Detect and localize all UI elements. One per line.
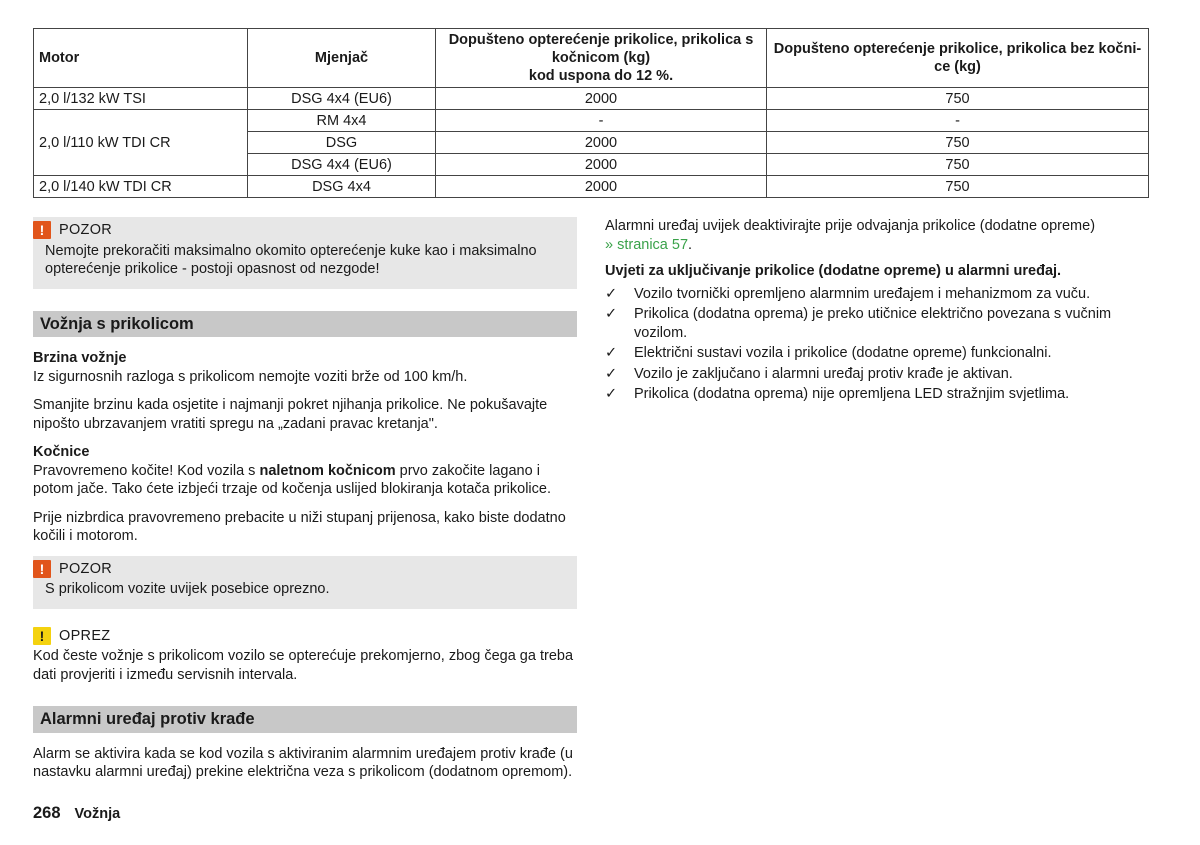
header-gearbox: Mjenjač bbox=[248, 29, 436, 88]
cell-gearbox: DSG bbox=[248, 132, 436, 154]
warning-box bbox=[33, 217, 577, 289]
condition-text: Vozilo je zaključano i alarmni uređaj protiv krađe je aktivan. bbox=[634, 365, 1013, 382]
cell-braked: 2000 bbox=[436, 88, 767, 110]
check-icon: ✓ bbox=[605, 345, 618, 361]
warning-text: Nemojte prekoračiti maksimalno okomito opterećenje kuke kao i maksimalno opterećenje prikolice - postoji opasnost od nezgode! bbox=[45, 242, 537, 277]
header-braked-line: kočnicom (kg) bbox=[551, 50, 651, 66]
paragraph-deactivate bbox=[605, 217, 1150, 254]
brakes-text-b: prvo zakočite lagano i potom jače. Tako ćete izbjeći trzaje od kočenja uslijed blokiranja kotača prikolice. bbox=[33, 462, 551, 497]
cell-unbraked: 750 bbox=[767, 88, 1149, 110]
deactivate-text: Alarmni uređaj uvijek deaktivirajte prije odvajanja prikolice (dodatne opreme) bbox=[605, 218, 1096, 234]
warning-icon: ! bbox=[33, 560, 51, 578]
cell-braked: - bbox=[436, 110, 767, 132]
page-reference-link[interactable]: » stranica 57 bbox=[605, 236, 689, 253]
cell-motor: 2,0 l/140 kW TDI CR bbox=[34, 176, 248, 198]
note-text: Kod česte vožnje s prikolicom vozilo se opterećuje prekomjerno, zbog čega ga treba dati provjeriti i između servisnih intervala. bbox=[33, 648, 574, 683]
header-unbraked bbox=[767, 29, 1149, 88]
warning-box bbox=[33, 556, 577, 609]
header-braked-line: Dopušteno opterećenje prikolice, prikolica s bbox=[448, 32, 754, 48]
right-column bbox=[605, 217, 1150, 406]
table-row bbox=[34, 176, 1149, 198]
list-item bbox=[605, 385, 1150, 404]
cell-motor: 2,0 l/110 kW TDI CR bbox=[34, 110, 248, 176]
list-item bbox=[605, 305, 1150, 342]
table-row bbox=[34, 110, 1149, 132]
subheading-speed: Brzina vožnje bbox=[33, 350, 127, 366]
header-motor: Motor bbox=[34, 29, 248, 88]
table-row bbox=[34, 88, 1149, 110]
check-icon: ✓ bbox=[605, 285, 618, 302]
paragraph-downhill: Prije nizbrdica pravovremeno prebacite u niži stupanj prijenosa, kako biste dodatno kočili i motorom. bbox=[33, 509, 566, 544]
conditions-list bbox=[605, 285, 1150, 404]
check-icon: ✓ bbox=[605, 365, 618, 382]
paragraph-alarm: Alarm se aktivira kada se kod vozila s aktiviranim alarmnim uređajem protiv krađe (u nastavku alarmni uređaj) prekine električna veza s prikolicom (dodatnom opremom). bbox=[33, 745, 573, 780]
list-item bbox=[605, 344, 1150, 363]
cell-unbraked: 750 bbox=[767, 154, 1149, 176]
check-icon: ✓ bbox=[605, 306, 618, 322]
condition-text: Vozilo tvornički opremljeno alarmnim uređajem i mehanizmom za vuču. bbox=[634, 285, 1091, 302]
cell-gearbox: DSG 4x4 (EU6) bbox=[248, 88, 436, 110]
condition-text: Električni sustavi vozila i prikolice (dodatne opreme) funkcionalni. bbox=[634, 345, 1052, 361]
cell-gearbox: DSG 4x4 (EU6) bbox=[248, 154, 436, 176]
cell-gearbox: DSG 4x4 bbox=[248, 176, 436, 198]
caution-icon: ! bbox=[33, 627, 51, 645]
cell-motor: 2,0 l/132 kW TSI bbox=[34, 88, 248, 110]
brakes-text-a: Pravovremeno kočite! Kod vozila s bbox=[33, 462, 260, 479]
warning-title: POZOR bbox=[59, 222, 113, 238]
cell-braked: 2000 bbox=[436, 154, 767, 176]
paragraph-sway: Smanjite brzinu kada osjetite i najmanji pokret njihanja prikolice. Ne pokušavajte nipošto ubrzavanjem vratiti spregu na „zadani pravac kretanja". bbox=[33, 397, 548, 432]
warning-title: POZOR bbox=[59, 560, 113, 577]
header-unbraked-line: ce (kg) bbox=[934, 59, 981, 75]
list-item bbox=[605, 365, 1150, 384]
deactivate-end: . bbox=[688, 236, 693, 253]
chapter-name: Vožnja bbox=[74, 806, 121, 822]
page-number: 268 bbox=[33, 804, 61, 822]
paragraph-speed: Iz sigurnosnih razloga s prikolicom nemojte voziti brže od 100 km/h. bbox=[33, 368, 468, 385]
note-header bbox=[33, 627, 577, 646]
page-footer bbox=[33, 804, 120, 823]
header-braked-line: kod uspona do 12 %. bbox=[528, 68, 674, 84]
warning-header bbox=[33, 560, 565, 579]
cell-braked: 2000 bbox=[436, 176, 767, 198]
section-title-trailer-driving: Vožnja s prikolicom bbox=[33, 311, 577, 338]
header-braked bbox=[436, 29, 767, 88]
condition-text: Prikolica (dodatna oprema) nije opremljena LED stražnjim svjetlima. bbox=[634, 386, 1070, 402]
list-item bbox=[605, 285, 1150, 304]
warning-text: S prikolicom vozite uvijek posebice oprezno. bbox=[45, 581, 330, 597]
cell-unbraked: - bbox=[767, 110, 1149, 132]
brakes-text-bold: naletnom kočnicom bbox=[259, 462, 396, 479]
subheading-brakes: Kočnice bbox=[33, 444, 90, 460]
section-title-alarm: Alarmni uređaj protiv krađe bbox=[33, 706, 577, 733]
trailer-load-table bbox=[33, 28, 1149, 198]
header-unbraked-line: Dopušteno opterećenje prikolice, prikolica bez kočni- bbox=[773, 41, 1142, 57]
cell-gearbox: RM 4x4 bbox=[248, 110, 436, 132]
note-title: OPREZ bbox=[59, 627, 111, 644]
warning-icon: ! bbox=[33, 221, 51, 239]
check-icon: ✓ bbox=[605, 386, 618, 402]
cell-unbraked: 750 bbox=[767, 176, 1149, 198]
table-header-row bbox=[34, 29, 1149, 88]
left-column bbox=[33, 217, 577, 792]
note-box bbox=[33, 627, 577, 685]
cell-braked: 2000 bbox=[436, 132, 767, 154]
condition-text: Prikolica (dodatna oprema) je preko utičnice električno povezana s vučnim vozilom. bbox=[634, 306, 1112, 341]
cell-unbraked: 750 bbox=[767, 132, 1149, 154]
conditions-title: Uvjeti za uključivanje prikolice (dodatne opreme) u alarmni uređaj. bbox=[605, 263, 1062, 279]
paragraph-brakes bbox=[33, 462, 577, 499]
warning-header bbox=[33, 221, 565, 240]
